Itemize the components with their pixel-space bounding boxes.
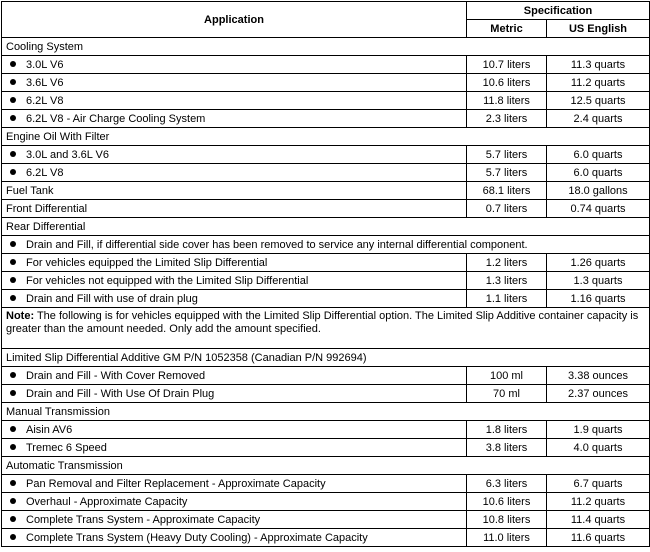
table-row <box>2 421 650 439</box>
bullet-icon <box>10 390 16 396</box>
table-row <box>2 236 650 254</box>
table-row <box>2 367 650 385</box>
bullet-icon <box>10 151 16 157</box>
row-metric: 2.3 liters <box>467 110 547 128</box>
table-row <box>2 475 650 493</box>
bullet-icon <box>10 372 16 378</box>
bullet-icon <box>10 241 16 247</box>
row-us: 2.4 quarts <box>547 110 650 128</box>
bullet-icon <box>10 444 16 450</box>
header-us-english: US English <box>547 20 650 38</box>
row-metric: 5.7 liters <box>467 146 547 164</box>
row-label: 3.6L V6 <box>26 76 64 89</box>
row-us: 6.0 quarts <box>547 146 650 164</box>
table-row <box>2 182 650 200</box>
bullet-icon <box>10 516 16 522</box>
row-metric: 1.8 liters <box>467 421 547 439</box>
row-us: 4.0 quarts <box>547 439 650 457</box>
row-label: 3.0L and 3.6L V6 <box>26 148 109 161</box>
row-label: Tremec 6 Speed <box>26 441 107 454</box>
row-label: Drain and Fill with use of drain plug <box>26 292 198 305</box>
section-title-engine-oil: Engine Oil With Filter <box>2 128 650 146</box>
row-label: Pan Removal and Filter Replacement - Approximate Capacity <box>26 477 326 490</box>
row-label-fuel-tank: Fuel Tank <box>2 182 467 200</box>
table-row <box>2 511 650 529</box>
row-label-front-differential: Front Differential <box>2 200 467 218</box>
bullet-icon <box>10 277 16 283</box>
row-metric: 70 ml <box>467 385 547 403</box>
row-us: 11.6 quarts <box>547 529 650 547</box>
note-prefix: Note: <box>6 310 35 322</box>
section-title-rear-differential: Rear Differential <box>2 218 650 236</box>
row-metric: 100 ml <box>467 367 547 385</box>
table-row <box>2 56 650 74</box>
row-us: 0.74 quarts <box>547 200 650 218</box>
row-us: 1.16 quarts <box>547 290 650 308</box>
bullet-icon <box>10 79 16 85</box>
section-title-cooling: Cooling System <box>2 38 650 56</box>
row-label: 6.2L V8 <box>26 166 64 179</box>
row-metric: 1.1 liters <box>467 290 547 308</box>
section-row <box>2 38 650 56</box>
bullet-icon <box>10 97 16 103</box>
table-row <box>2 110 650 128</box>
bullet-icon <box>10 534 16 540</box>
row-metric: 1.3 liters <box>467 272 547 290</box>
row-us: 1.9 quarts <box>547 421 650 439</box>
row-us: 12.5 quarts <box>547 92 650 110</box>
row-label: For vehicles equipped the Limited Slip Differential <box>26 256 268 269</box>
row-metric: 11.0 liters <box>467 529 547 547</box>
header-application: Application <box>2 2 467 38</box>
header-specification: Specification <box>467 2 650 20</box>
row-label: 3.0L V6 <box>26 58 64 71</box>
row-metric: 10.7 liters <box>467 56 547 74</box>
section-row <box>2 349 650 367</box>
bullet-icon <box>10 259 16 265</box>
row-us: 11.2 quarts <box>547 74 650 92</box>
bullet-icon <box>10 480 16 486</box>
note-cell <box>2 308 650 349</box>
row-metric: 11.8 liters <box>467 92 547 110</box>
note-text: The following is for vehicles equipped with the Limited Slip Differential option. The Limited Slip Additive container capacity is greater than the amount needed. Only add the amount specified. <box>6 310 639 335</box>
section-title-additive: Limited Slip Differential Additive GM P/N 1052358 (Canadian P/N 992694) <box>2 349 650 367</box>
table-row <box>2 290 650 308</box>
header-metric: Metric <box>467 20 547 38</box>
bullet-icon <box>10 61 16 67</box>
bullet-icon <box>10 115 16 121</box>
row-us: 6.0 quarts <box>547 164 650 182</box>
section-title-manual: Manual Transmission <box>2 403 650 421</box>
bullet-icon <box>10 169 16 175</box>
table-row <box>2 164 650 182</box>
row-us: 1.3 quarts <box>547 272 650 290</box>
row-metric: 10.6 liters <box>467 493 547 511</box>
row-us: 11.3 quarts <box>547 56 650 74</box>
table-row <box>2 92 650 110</box>
table-row <box>2 146 650 164</box>
row-metric: 68.1 liters <box>467 182 547 200</box>
row-label: Overhaul - Approximate Capacity <box>26 495 188 508</box>
bullet-icon <box>10 498 16 504</box>
section-row <box>2 218 650 236</box>
row-metric: 6.3 liters <box>467 475 547 493</box>
section-row <box>2 403 650 421</box>
row-us: 2.37 ounces <box>547 385 650 403</box>
row-metric: 10.8 liters <box>467 511 547 529</box>
row-us: 1.26 quarts <box>547 254 650 272</box>
table-row <box>2 385 650 403</box>
row-us: 6.7 quarts <box>547 475 650 493</box>
header-row-top <box>2 2 650 20</box>
row-metric: 5.7 liters <box>467 164 547 182</box>
row-us: 3.38 ounces <box>547 367 650 385</box>
table-row <box>2 272 650 290</box>
row-label: Drain and Fill - With Cover Removed <box>26 369 206 382</box>
row-label: Aisin AV6 <box>26 423 73 436</box>
note-row <box>2 308 650 349</box>
row-metric: 10.6 liters <box>467 74 547 92</box>
section-row <box>2 457 650 475</box>
table-row <box>2 439 650 457</box>
row-us: 11.4 quarts <box>547 511 650 529</box>
row-label: 6.2L V8 - Air Charge Cooling System <box>26 112 206 125</box>
fluid-capacity-table <box>1 1 650 547</box>
row-label: 6.2L V8 <box>26 94 64 107</box>
bullet-icon <box>10 295 16 301</box>
row-metric: 0.7 liters <box>467 200 547 218</box>
table-row <box>2 200 650 218</box>
row-us: 11.2 quarts <box>547 493 650 511</box>
table-row <box>2 254 650 272</box>
row-label: Complete Trans System - Approximate Capacity <box>26 513 261 526</box>
row-label: For vehicles not equipped with the Limited Slip Differential <box>26 274 309 287</box>
bullet-icon <box>10 426 16 432</box>
table-row <box>2 529 650 547</box>
section-row <box>2 128 650 146</box>
row-metric: 1.2 liters <box>467 254 547 272</box>
row-us: 18.0 gallons <box>547 182 650 200</box>
table-row <box>2 74 650 92</box>
section-title-automatic: Automatic Transmission <box>2 457 650 475</box>
table-row <box>2 493 650 511</box>
row-metric: 3.8 liters <box>467 439 547 457</box>
row-label: Drain and Fill, if differential side cover has been removed to service any internal differential component. <box>26 238 528 251</box>
row-label: Complete Trans System (Heavy Duty Cooling) - Approximate Capacity <box>26 531 368 544</box>
row-label: Drain and Fill - With Use Of Drain Plug <box>26 387 215 400</box>
